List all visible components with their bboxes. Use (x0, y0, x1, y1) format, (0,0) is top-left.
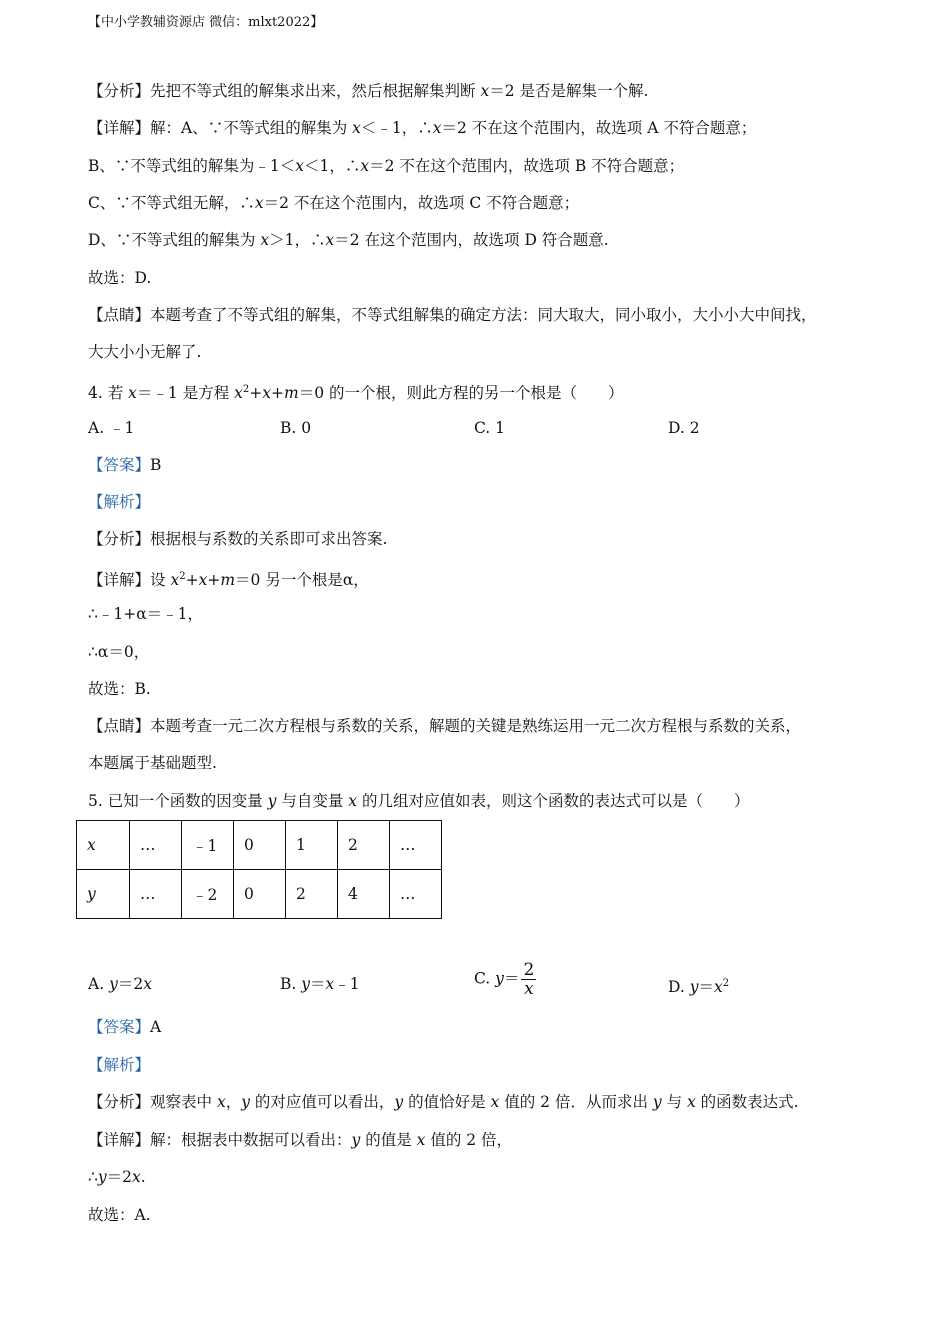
q5-step: ∴y＝2x. (88, 1168, 146, 1186)
q4-jiexi-tag: 【解析】 (88, 493, 151, 511)
q4-comment-2: 本题属于基础题型. (88, 754, 217, 772)
q4-answer: 【答案】B (88, 456, 162, 474)
analysis-tag: 【分析】 (88, 82, 151, 100)
q5-option-b: B. y＝x﹣1 (280, 975, 360, 993)
detail-tag: 【详解】 (88, 119, 151, 137)
q3-detail-a: 【详解】解：A、∵不等式组的解集为 x＜﹣1，∴x＝2 不在这个范围内，故选项 A 不符合题意； (88, 119, 757, 137)
q4-step-1: ∴﹣1+α＝﹣1， (88, 605, 204, 623)
q5-option-a: A. y＝2x (88, 975, 152, 993)
q4-option-c: C. 1 (474, 419, 506, 437)
q4-choose: 故选：B. (88, 680, 151, 698)
q4-analysis: 【分析】根据根与系数的关系即可求出答案. (88, 530, 388, 548)
q4-comment-1: 【点睛】本题考查一元二次方程根与系数的关系，解题的关键是熟练运用一元二次方程根与系数的关系， (88, 717, 802, 735)
q5-jiexi-tag: 【解析】 (88, 1056, 151, 1074)
watermark-header: 【中小学教辅资源店 微信：mlxt2022】 (88, 15, 324, 30)
q3-analysis-line: 【分析】先把不等式组的解集求出来，然后根据解集判断 x＝2 是否是解集一个解. (88, 82, 649, 100)
table-cell: … (390, 870, 442, 919)
q4-stem: 4. 若 x＝﹣1 是方程 $x^2+x+m=0$ 的一个根，则此方程的另一个根是（ ） (88, 384, 624, 403)
answer-tag: 【答案】 (88, 456, 151, 474)
table-cell: 1 (286, 821, 338, 870)
table-cell: ﹣2 (182, 870, 234, 919)
table-cell: 4 (338, 870, 390, 919)
q3-detail-b: B、∵不等式组的解集为﹣1＜x＜1，∴x＝2 不在这个范围内，故选项 B 不符合题意； (88, 157, 685, 175)
q3-comment-2: 大大小小无解了. (88, 343, 202, 361)
q4-option-b: B. 0 (280, 419, 312, 437)
table-row-x (77, 821, 442, 870)
table-cell: 2 (338, 821, 390, 870)
q5-option-c: C. y＝ $\frac{2}{x}$ (474, 960, 535, 999)
q5-analysis: 【分析】观察表中 x，y 的对应值可以看出，y 的值恰好是 x 值的 2 倍．从而求出 y 与 x 的函数表达式. (88, 1093, 799, 1111)
q3-choose: 故选：D. (88, 269, 152, 287)
comment-tag: 【点睛】 (88, 306, 151, 324)
q3-detail-c: C、∵不等式组无解，∴x＝2 不在这个范围内，故选项 C 不符合题意； (88, 194, 580, 212)
table-cell: ﹣1 (182, 821, 234, 870)
q3-detail-d: D、∵不等式组的解集为 x＞1，∴x＝2 在这个范围内，故选项 D 符合题意. (88, 231, 609, 249)
table-cell: x (77, 821, 130, 870)
table-row-y (77, 870, 442, 919)
table-cell: … (130, 870, 182, 919)
table-cell: y (77, 870, 130, 919)
q4-detail: 【详解】设 $x^2+x+m=0$ 另一个根是α， (88, 571, 369, 590)
table-cell: … (130, 821, 182, 870)
q5-choose: 故选：A. (88, 1206, 151, 1224)
table-cell: 0 (234, 870, 286, 919)
table-cell: … (390, 821, 442, 870)
q5-option-d: D. $y=x^2$ (668, 978, 730, 997)
q4-step-2: ∴α＝0， (88, 643, 150, 661)
fraction: $\frac{2}{x}$ (523, 960, 535, 999)
q4-option-d: D. 2 (668, 419, 700, 437)
q5-answer: 【答案】A (88, 1018, 162, 1036)
value-table (76, 820, 442, 919)
q5-detail: 【详解】解：根据表中数据可以看出：y 的值是 x 值的 2 倍， (88, 1131, 513, 1149)
q4-option-a: A. ﹣1 (88, 419, 135, 437)
q5-stem: 5. 已知一个函数的因变量 y 与自变量 x 的几组对应值如表，则这个函数的表达式可以是（ ） (88, 792, 750, 810)
q3-comment-1: 【点睛】本题考查了不等式组的解集，不等式组解集的确定方法：同大取大，同小取小，大小小大中间找， (88, 306, 817, 324)
table-cell: 2 (286, 870, 338, 919)
table-cell: 0 (234, 821, 286, 870)
